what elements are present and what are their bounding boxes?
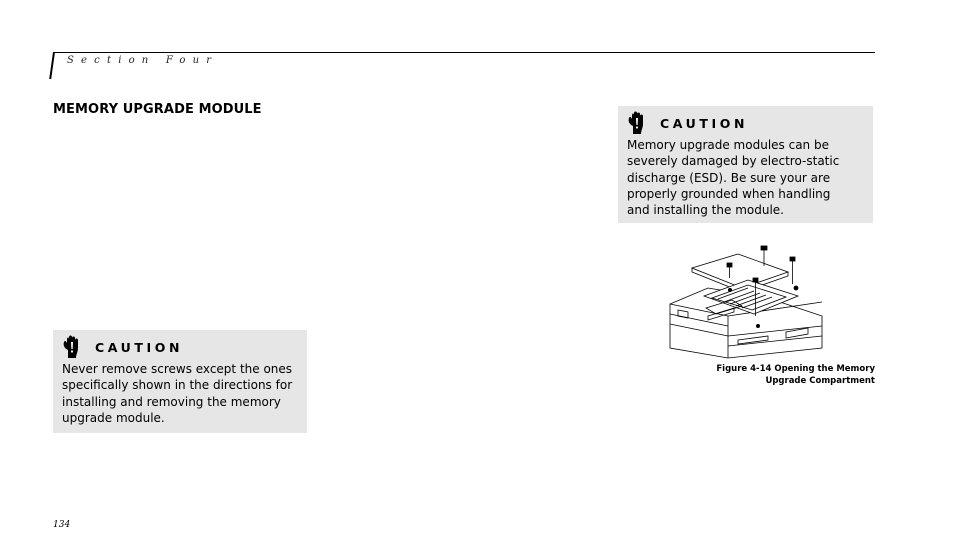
caution-text-line: upgrade module.: [62, 410, 165, 425]
caution-hand-icon: [61, 335, 83, 359]
caution-title: CAUTION: [660, 115, 749, 131]
caution-text-line: Memory upgrade modules can be: [627, 138, 829, 152]
section-label: Section Four: [67, 55, 219, 66]
caution-header: [626, 111, 748, 135]
caution-text-line: and installing the module.: [627, 203, 784, 218]
caution-text-line: properly grounded when handling: [627, 186, 831, 201]
caution-text-line: specifically shown in the directions for: [62, 378, 293, 393]
figure-caption: [716, 363, 875, 387]
caution-hand-icon: [626, 111, 648, 135]
caution-text-line: severely damaged by electro-static: [627, 154, 840, 169]
caution-title: CAUTION: [95, 339, 184, 355]
header-tick-mark: [49, 52, 55, 79]
caution-header: [61, 335, 183, 359]
header-rule: [53, 52, 875, 53]
caution-box-esd: [618, 106, 873, 223]
caution-text-line: Never remove screws except the ones: [62, 362, 293, 376]
figure-caption-line: Upgrade Compartment: [765, 376, 875, 386]
caution-text: [62, 361, 302, 426]
figure-caption-line: Figure 4-14 Opening the Memory: [716, 364, 875, 374]
caution-text-line: discharge (ESD). Be sure your are: [627, 170, 831, 185]
page-number: 134: [53, 520, 71, 530]
caution-text: [627, 137, 867, 218]
memory-compartment-illustration: [668, 244, 824, 360]
caution-box-screws: [53, 330, 307, 433]
caution-text-line: installing and removing the memory: [62, 394, 281, 409]
page-heading: MEMORY UPGRADE MODULE: [53, 102, 262, 117]
